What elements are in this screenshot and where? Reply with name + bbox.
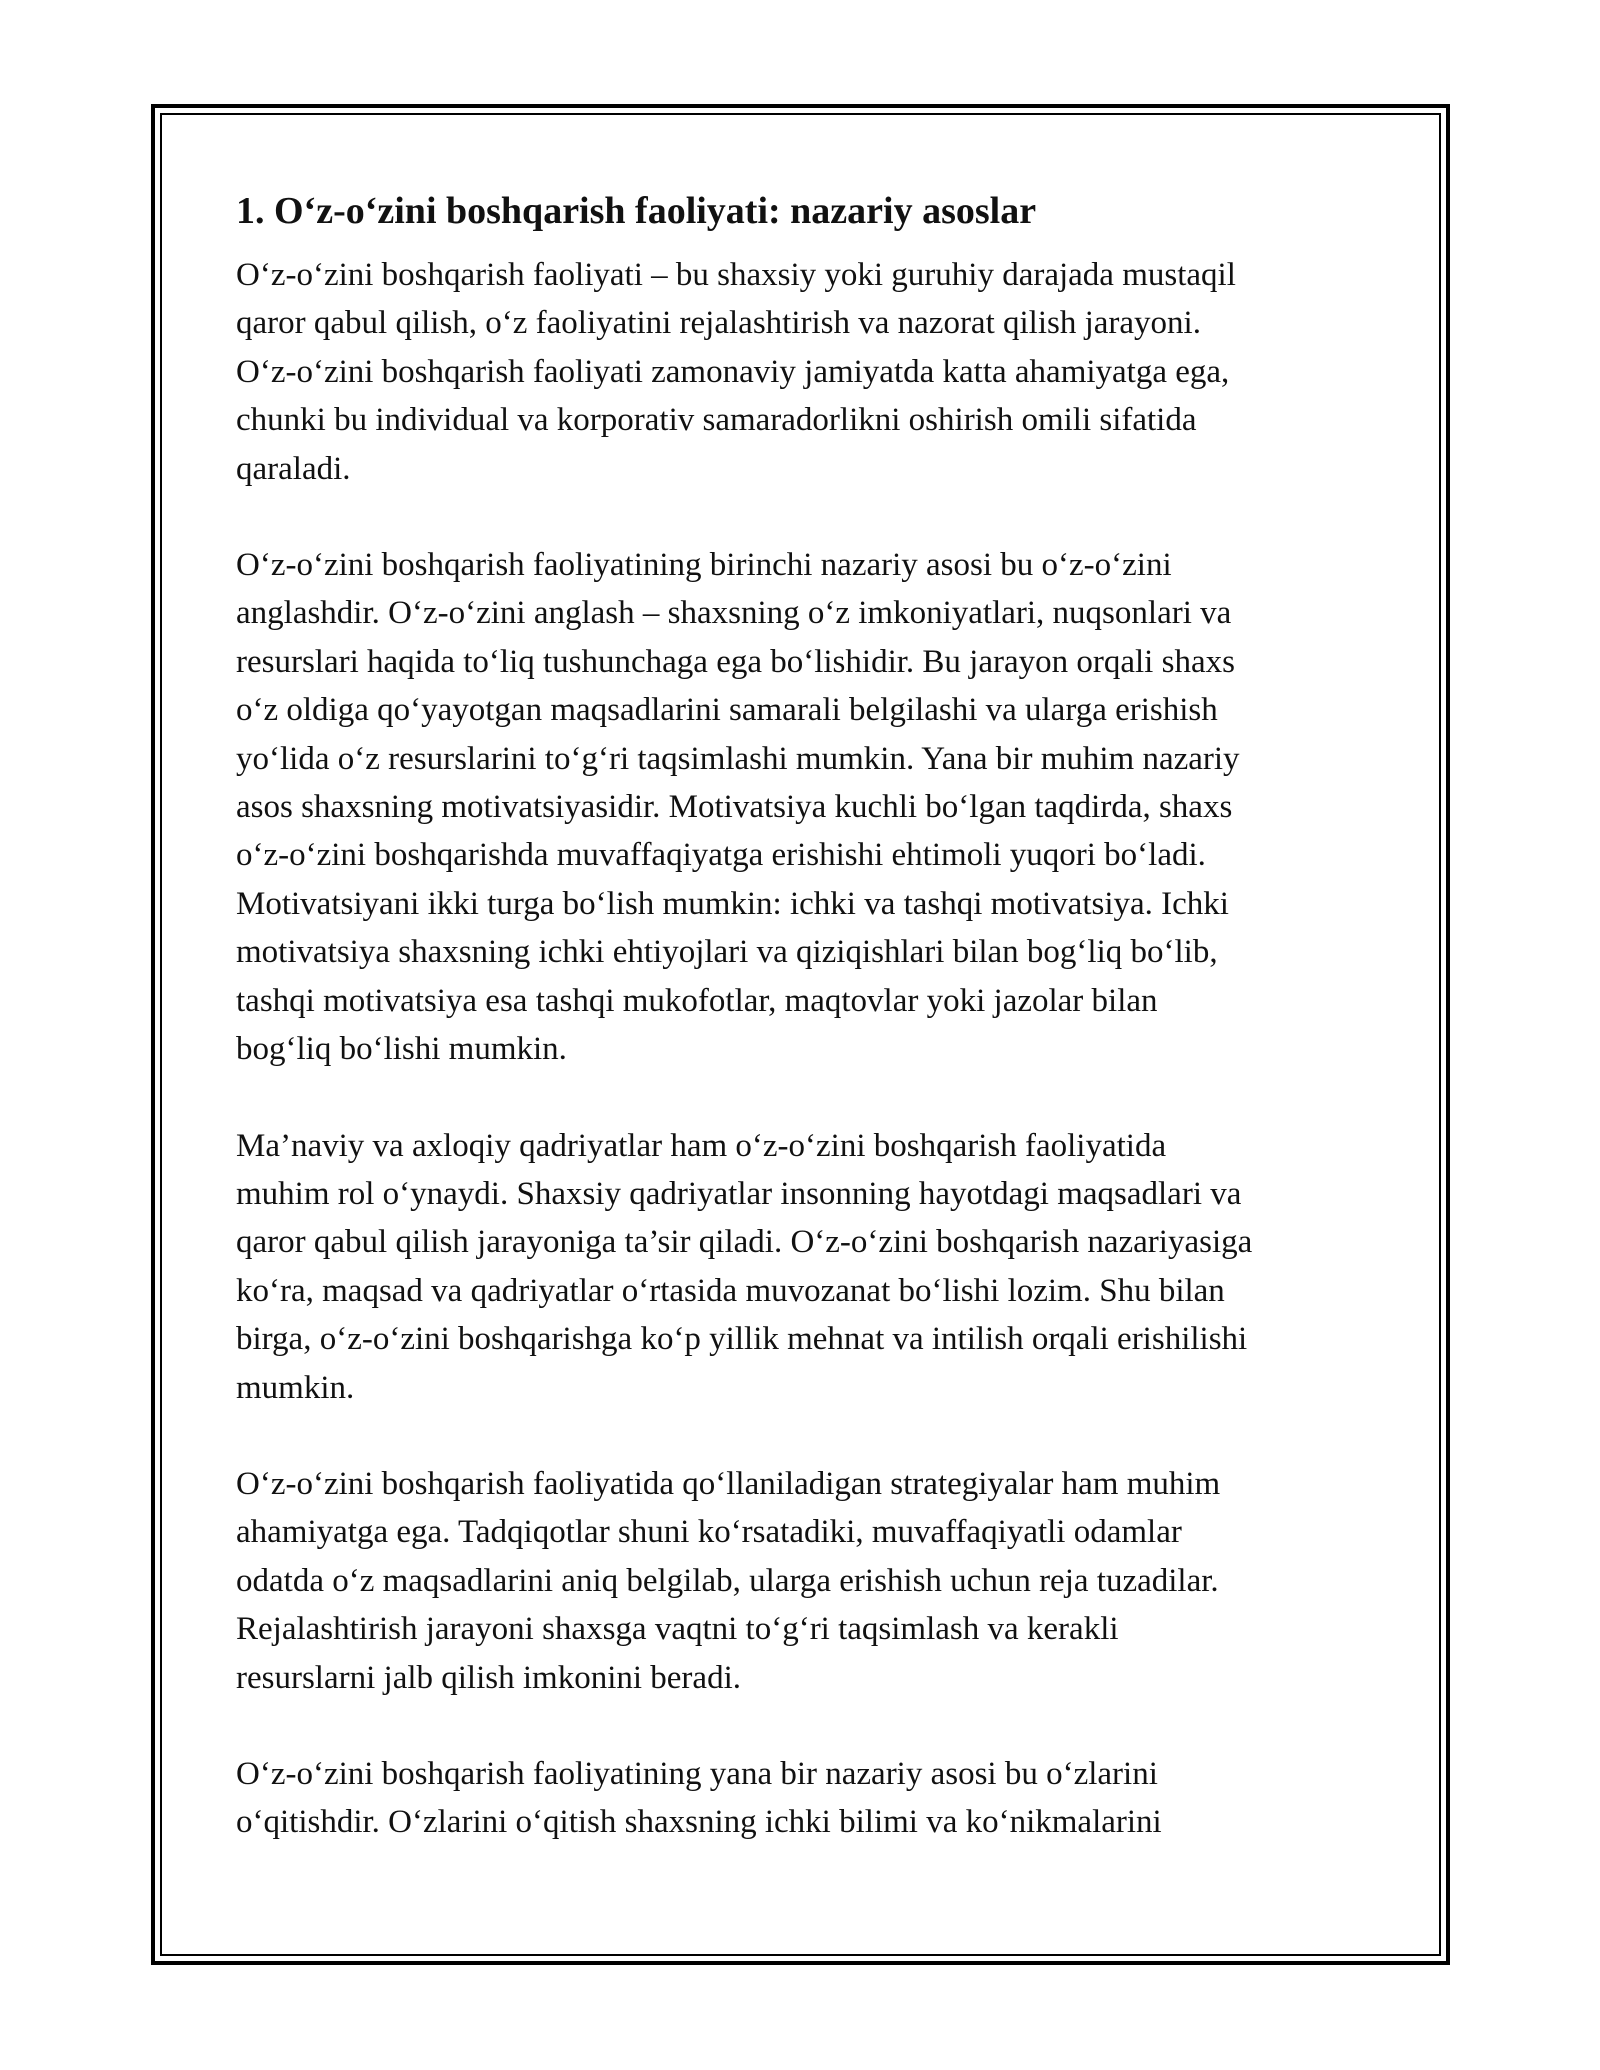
section-heading: 1. O‘z-o‘zini boshqarish faoliyati: nazariy asoslar [236, 190, 1037, 232]
paragraph-1: O‘z-o‘zini boshqarish faoliyati – bu shaxsiy yoki guruhiy darajada mustaqil qaror qabul qilish, o‘z faoliyatini rejalashtirish va nazorat qilish jarayoni. O‘z-o‘zini boshqarish faoliyati zamonaviy jamiyatda katta ahamiyatga ega, chunki bu individual va korporativ samaradorlikni oshirish omili sifatida qaraladi. [236, 257, 1236, 487]
paragraph-2: O‘z-o‘zini boshqarish faoliyatining birinchi nazariy asosi bu o‘z-o‘zini anglashdir. O‘z-o‘zini anglash – shaxsning o‘z imkoniyatlari, nuqsonlari va resurslari haqida to‘liq tushunchaga ega bo‘lishidir. Bu jarayon orqali shaxs o‘z oldiga qo‘yayotgan maqsadlarini samarali belgilashi va ularga erishish yo‘lida o‘z resurslarini to‘g‘ri taqsimlashi mumkin. Yana bir muhim nazariy asos shaxsning motivatsiyasidir. Motivatsiya kuchli bo‘lgan taqdirda, shaxs o‘z-o‘zini boshqarishda muvaffaqiyatga erishishi ehtimoli yuqori bo‘ladi. Motivatsiyani ikki turga bo‘lish mumkin: ichki va tashqi motivatsiya. Ichki motivatsiya shaxsning ichki ehtiyojlari va qiziqishlari bilan bog‘liq bo‘lib, tashqi motivatsiya esa tashqi mukofotlar, maqtovlar yoki jazolar bilan bog‘liq bo‘lishi mumkin. [236, 547, 1240, 1068]
paragraph-5: O‘z-o‘zini boshqarish faoliyatining yana bir nazariy asosi bu o‘zlarini o‘qitishdir. O‘zlarini o‘qitish shaxsning ichki bilimi va ko‘nikmalarini [236, 1755, 1162, 1841]
paragraph-3: Ma’naviy va axloqiy qadriyatlar ham o‘z-o‘zini boshqarish faoliyatida muhim rol o‘ynaydi. Shaxsiy qadriyatlar insonning hayotdagi maqsadlari va qaror qabul qilish jarayoniga ta’sir qiladi. O‘z-o‘zini boshqarish nazariyasiga ko‘ra, maqsad va qadriyatlar o‘rtasida muvozanat bo‘lishi lozim. Shu bilan birga, o‘z-o‘zini boshqarishga ko‘p yillik mehnat va intilish orqali erishilishi mumkin. [236, 1127, 1253, 1406]
document-body [236, 185, 1376, 1895]
paragraph-4: O‘z-o‘zini boshqarish faoliyatida qo‘llaniladigan strategiyalar ham muhim ahamiyatga ega. Tadqiqotlar shuni ko‘rsatadiki, muvaffaqiyatli odamlar odatda o‘z maqsadlarini aniq belgilab, ularga erishish uchun reja tuzadilar. Rejalashtirish jarayoni shaxsga vaqtni to‘g‘ri taqsimlash va kerakli resurslarni jalb qilish imkonini beradi. [236, 1465, 1221, 1696]
